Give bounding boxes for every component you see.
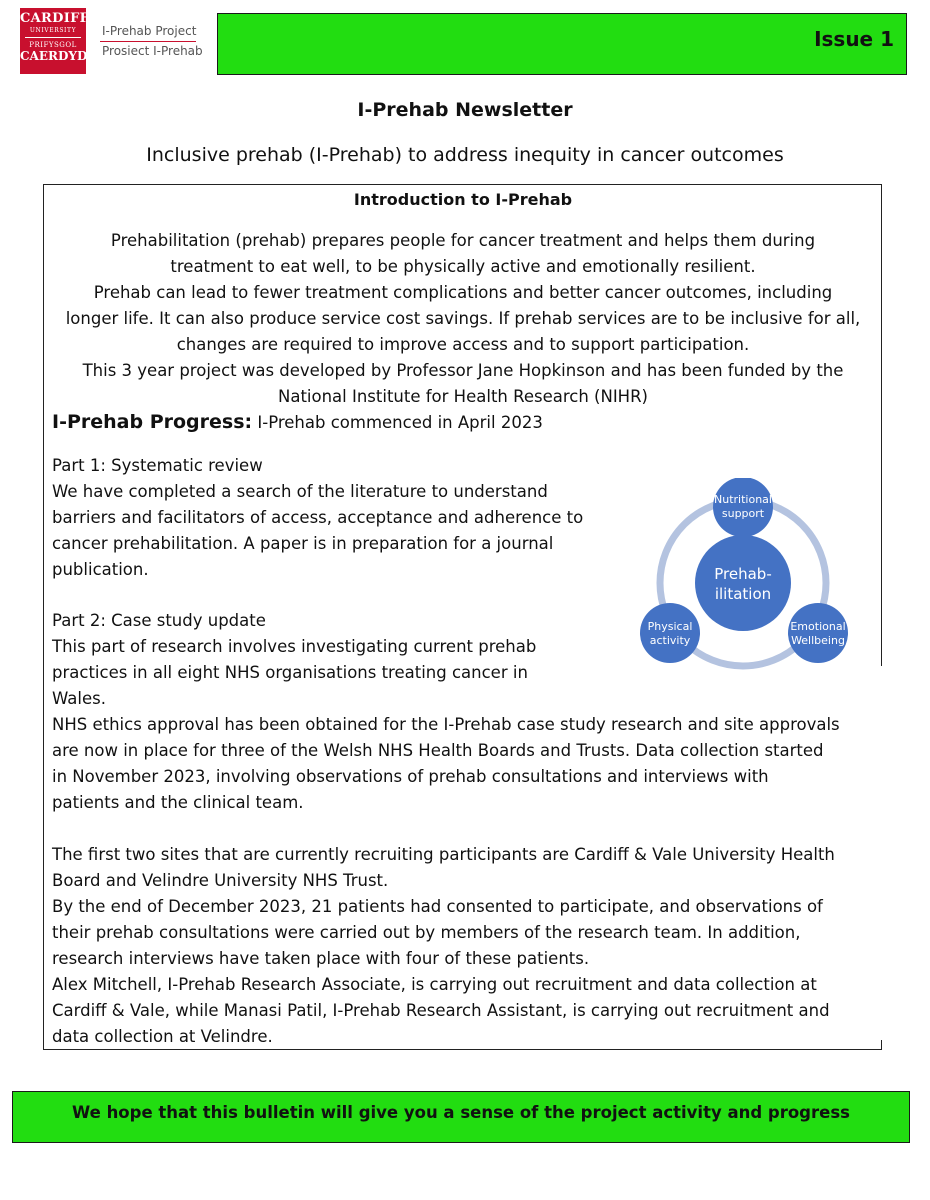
recruitment-line: Alex Mitchell, I-Prehab Research Associate, is carrying out recruitment and data collection at <box>52 975 817 994</box>
part2-line: practices in all eight NHS organisations treating cancer in <box>52 663 528 682</box>
intro-line: Prehabilitation (prehab) prepares people for cancer treatment and helps them during <box>110 231 816 250</box>
part1-paragraph <box>52 479 612 583</box>
node-physical-line2: activity <box>649 634 691 647</box>
issue-banner <box>217 13 907 75</box>
paragraph-gap <box>52 816 874 842</box>
part1-heading: Part 1: Systematic review <box>52 456 263 475</box>
logo-line-cardiff: CARDIFF <box>20 11 90 26</box>
node-physical-line1: Physical <box>647 620 693 633</box>
footer-banner <box>12 1091 910 1143</box>
intro-paragraph <box>44 228 882 410</box>
part1-line: cancer prehabilitation. A paper is in preparation for a journal <box>52 534 554 553</box>
recruitment-line: The first two sites that are currently recruiting participants are Cardiff & Vale University Health <box>52 845 835 864</box>
part2-line: Wales. <box>52 689 106 708</box>
recruitment-line: Cardiff & Vale, while Manasi Patil, I-Prehab Research Assistant, is carrying out recruitment and <box>52 1001 830 1020</box>
logo-line-prifysgol: PRIFYSGOL <box>29 41 77 49</box>
ethics-line: are now in place for three of the Welsh NHS Health Boards and Trusts. Data collection started <box>52 741 824 760</box>
prehab-cycle-diagram <box>620 478 865 683</box>
ethics-line: NHS ethics approval has been obtained for the I-Prehab case study research and site approvals <box>52 715 840 734</box>
intro-heading: Introduction to I-Prehab <box>353 190 573 209</box>
node-emotional-line1: Emotional <box>790 620 846 633</box>
cardiff-university-logo <box>20 8 98 74</box>
recruitment-line: data collection at Velindre. <box>52 1027 273 1046</box>
case-study-details <box>52 712 874 1050</box>
recruitment-line: By the end of December 2023, 21 patients had consented to participate, and observations of <box>52 897 823 916</box>
footer-message: We hope that this bulletin will give you a sense of the project activity and progress <box>72 1103 850 1122</box>
part1-line: barriers and facilitators of access, acceptance and adherence to <box>52 508 584 527</box>
center-label-line1: Prehab- <box>714 565 772 583</box>
part1-line: We have completed a search of the literature to understand <box>52 482 548 501</box>
newsletter-title: I-Prehab Newsletter <box>357 99 573 121</box>
intro-line: changes are required to improve access and to support participation. <box>176 335 750 354</box>
project-name-english: I-Prehab Project <box>102 24 197 38</box>
recruitment-line: their prehab consultations were carried out by members of the research team. In addition, <box>52 923 801 942</box>
progress-label: I-Prehab Progress: <box>52 411 253 433</box>
recruitment-line: research interviews have taken place with four of these patients. <box>52 949 590 968</box>
recruitment-line: Board and Velindre University NHS Trust. <box>52 871 389 890</box>
ethics-line: in November 2023, involving observations of prehab consultations and interviews with <box>52 767 769 786</box>
intro-line: National Institute for Health Research (NIHR) <box>277 387 648 406</box>
intro-line: This 3 year project was developed by Professor Jane Hopkinson and has been funded by the <box>82 361 844 380</box>
node-nutritional-line2: support <box>721 507 765 520</box>
node-emotional-wellbeing <box>788 603 848 663</box>
newsletter-subtitle: Inclusive prehab (I-Prehab) to address inequity in cancer outcomes <box>146 144 784 166</box>
part2-paragraph <box>52 634 592 712</box>
logo-line-caerdydd: CAERDYDD <box>20 49 98 63</box>
center-circle <box>695 535 791 631</box>
progress-text: I-Prehab commenced in April 2023 <box>257 413 543 432</box>
ethics-line: patients and the clinical team. <box>52 793 304 812</box>
project-name-divider <box>100 41 196 42</box>
part1-line: publication. <box>52 560 149 579</box>
logo-line-university: UNIVERSITY <box>29 27 77 34</box>
intro-line: Prehab can lead to fewer treatment complications and better cancer outcomes, including <box>93 283 833 302</box>
node-emotional-line2: Wellbeing <box>791 634 845 647</box>
issue-label: Issue 1 <box>814 27 894 51</box>
center-label-line2: ilitation <box>714 585 772 603</box>
part2-heading: Part 2: Case study update <box>52 611 266 630</box>
intro-line: treatment to eat well, to be physically active and emotionally resilient. <box>170 257 756 276</box>
project-name-welsh: Prosiect I-Prehab <box>102 44 203 58</box>
node-nutritional-line1: Nutritional <box>714 493 772 506</box>
part2-line: This part of research involves investigating current prehab <box>52 637 537 656</box>
node-physical-activity <box>640 603 700 663</box>
progress-line <box>52 411 543 433</box>
intro-line: longer life. It can also produce service cost savings. If prehab services are to be inclusive for all, <box>65 309 861 328</box>
content-frame-right-edge-lower <box>881 1040 882 1050</box>
logo-divider <box>25 37 81 38</box>
